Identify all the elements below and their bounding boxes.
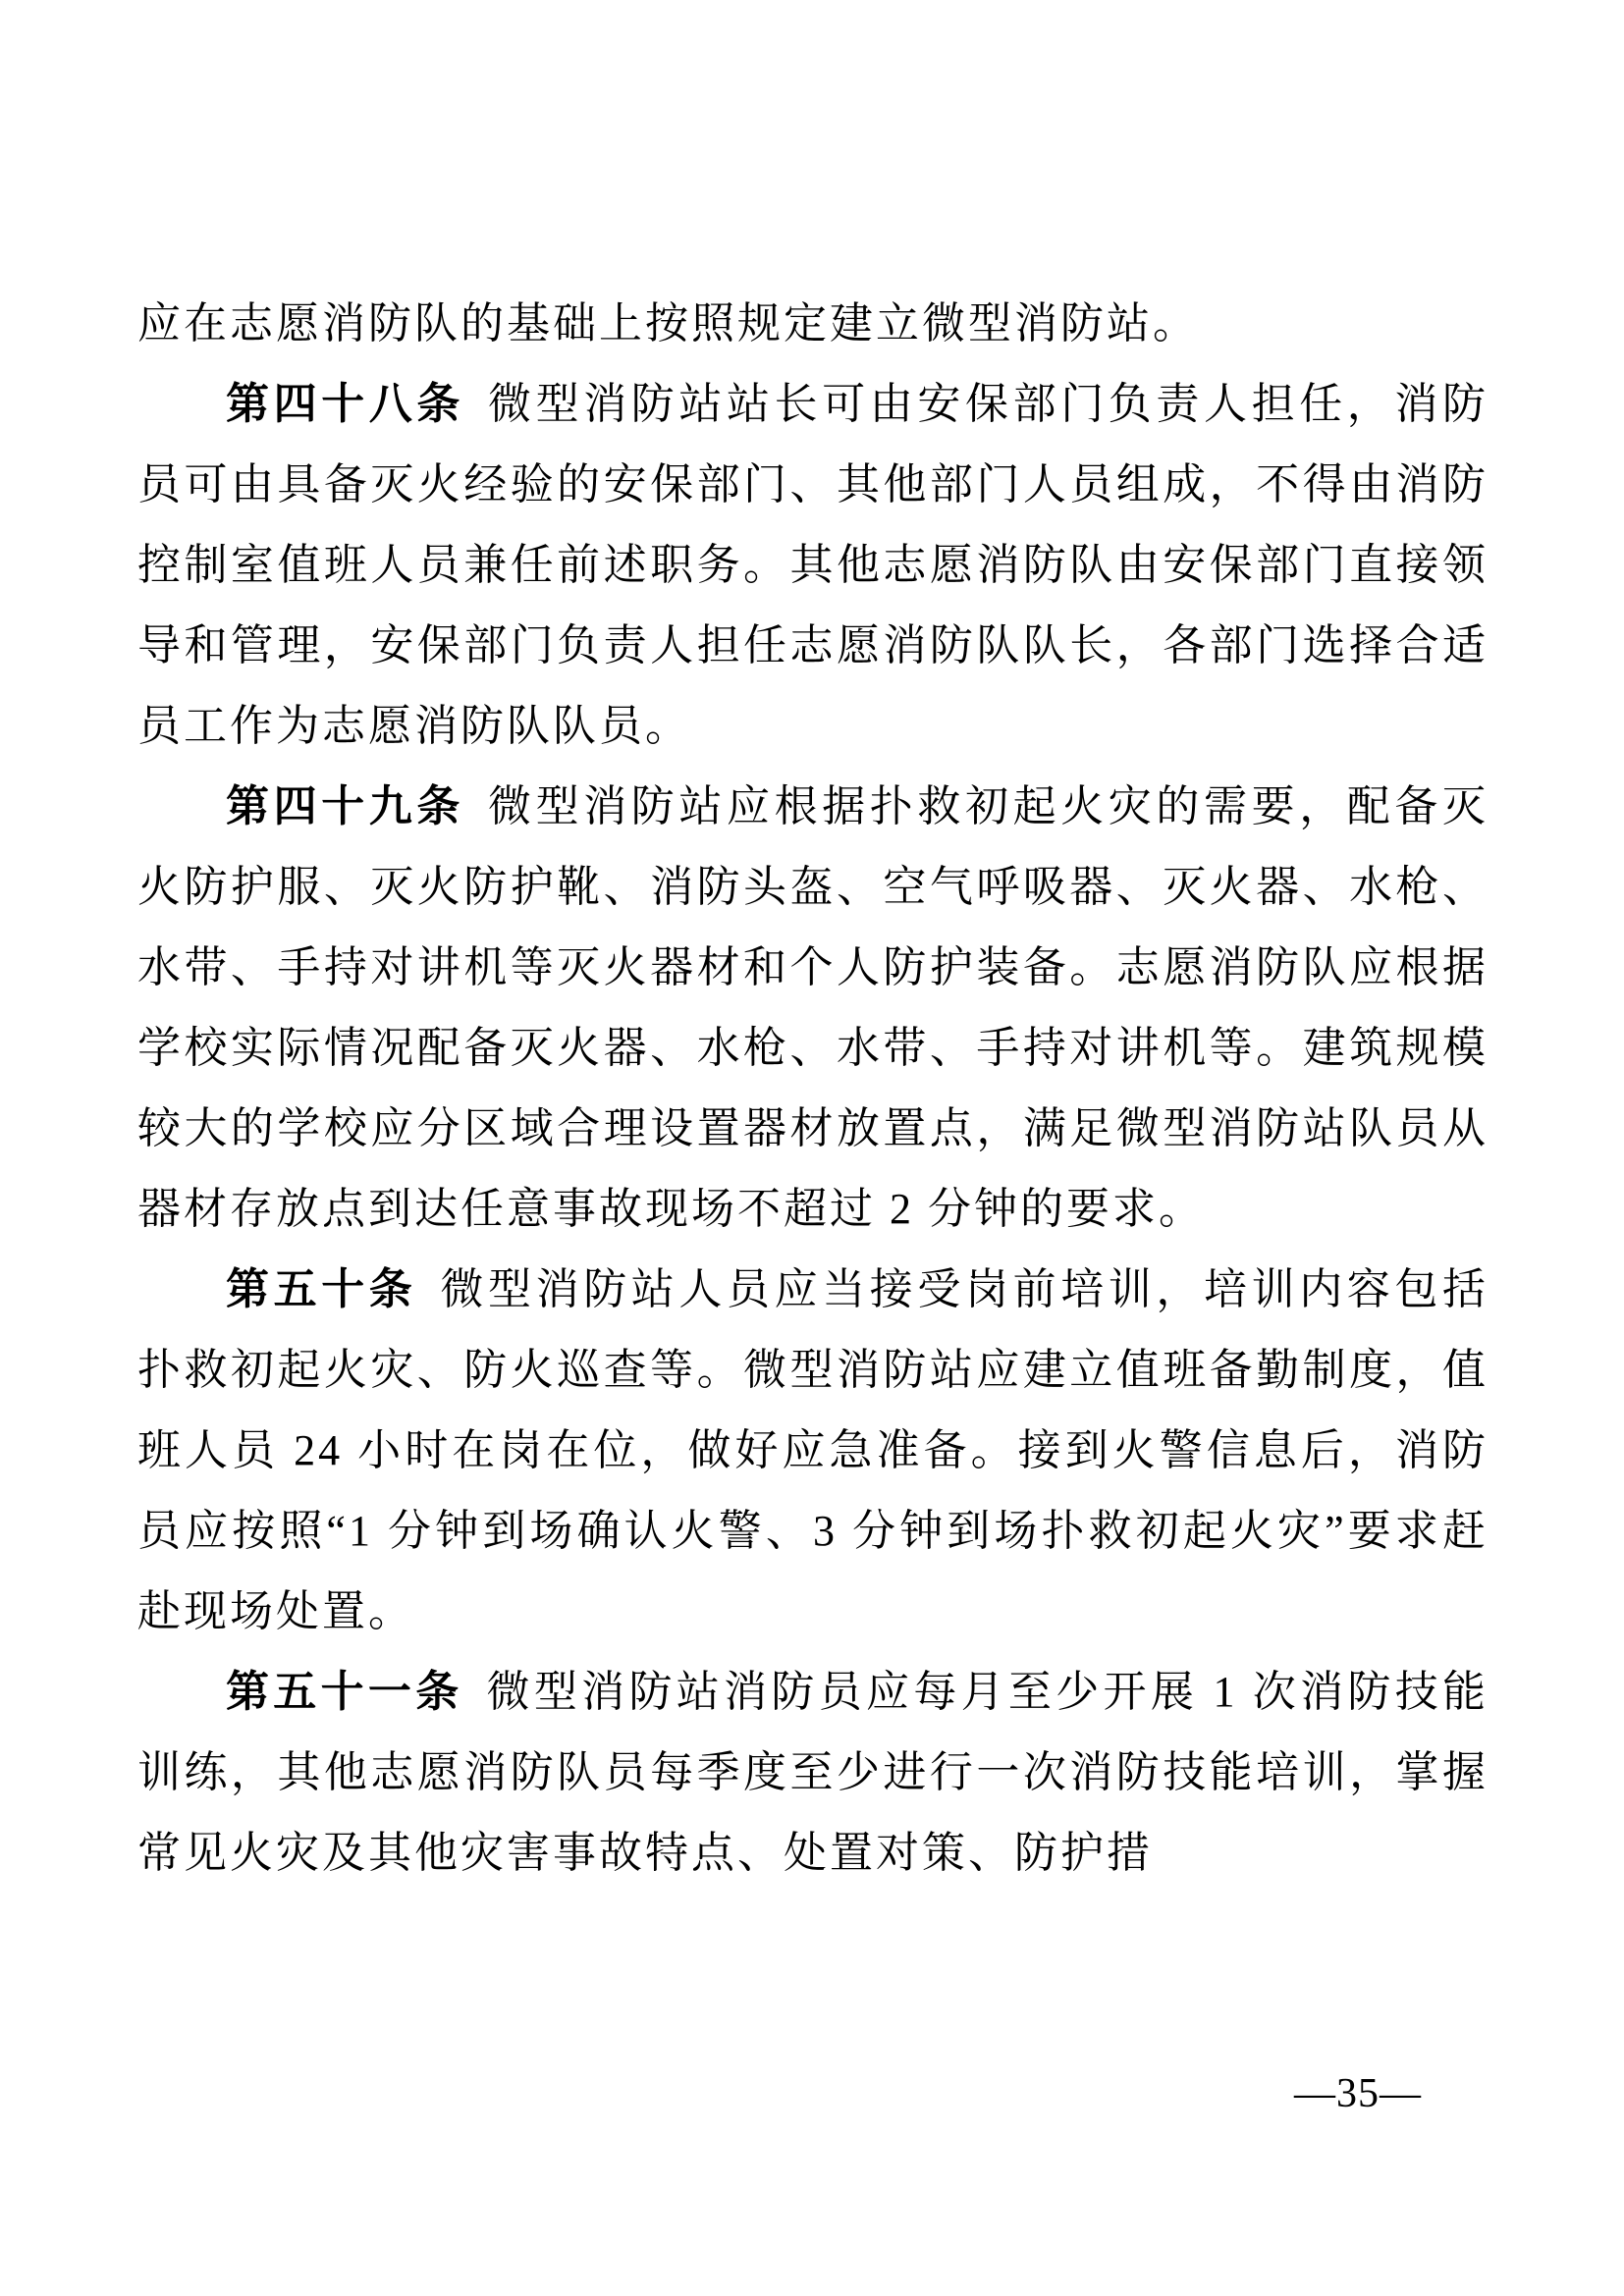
paragraph-article-49: [137, 767, 1489, 1250]
article-number: 第五十条: [226, 1265, 417, 1313]
paragraph-continuation: [137, 284, 1489, 364]
article-number: 第四十八条: [226, 380, 464, 428]
paragraph-article-50: [137, 1250, 1489, 1652]
paragraph-article-48: [137, 364, 1489, 767]
paragraph-text: 微型消防站人员应当接受岗前培训，培训内容包括扑救初起火灾、防火巡查等。微型消防站应建立值班备勤制度，值班人员 24 小时在岗在位，做好应急准备。接到火警信息后，消防员应按照“1 分钟到场确认火警、3 分钟到场扑救初起火灾”要求赶赴现场处置。: [137, 1265, 1489, 1635]
paragraph-text: 微型消防站应根据扑救初起火灾的需要，配备灭火防护服、灭火防护靴、消防头盔、空气呼吸器、灭火器、水枪、水带、手持对讲机等灭火器材和个人防护装备。志愿消防队应根据学校实际情况配备灭火器、水枪、水带、手持对讲机等。建筑规模较大的学校应分区域合理设置器材放置点，满足微型消防站队员从器材存放点到达任意事故现场不超过 2 分钟的要求。: [137, 782, 1489, 1233]
paragraph-text: 微型消防站消防员应每月至少开展 1 次消防技能训练，其他志愿消防队员每季度至少进行一次消防技能培训，掌握常见火灾及其他灾害事故特点、处置对策、防护措: [137, 1668, 1489, 1877]
paragraph-text: 应在志愿消防队的基础上按照规定建立微型消防站。: [137, 299, 1199, 347]
article-number: 第五十一条: [226, 1668, 463, 1716]
document-body: [137, 284, 1489, 1894]
paragraph-article-51: [137, 1652, 1489, 1894]
article-number: 第四十九条: [226, 782, 464, 830]
paragraph-text: 微型消防站站长可由安保部门负责人担任，消防员可由具备灭火经验的安保部门、其他部门人员组成，不得由消防控制室值班人员兼任前述职务。其他志愿消防队由安保部门直接领导和管理，安保部门负责人担任志愿消防队队长，各部门选择合适员工作为志愿消防队队员。: [137, 380, 1489, 750]
page-number: —35—: [1294, 2071, 1422, 2116]
